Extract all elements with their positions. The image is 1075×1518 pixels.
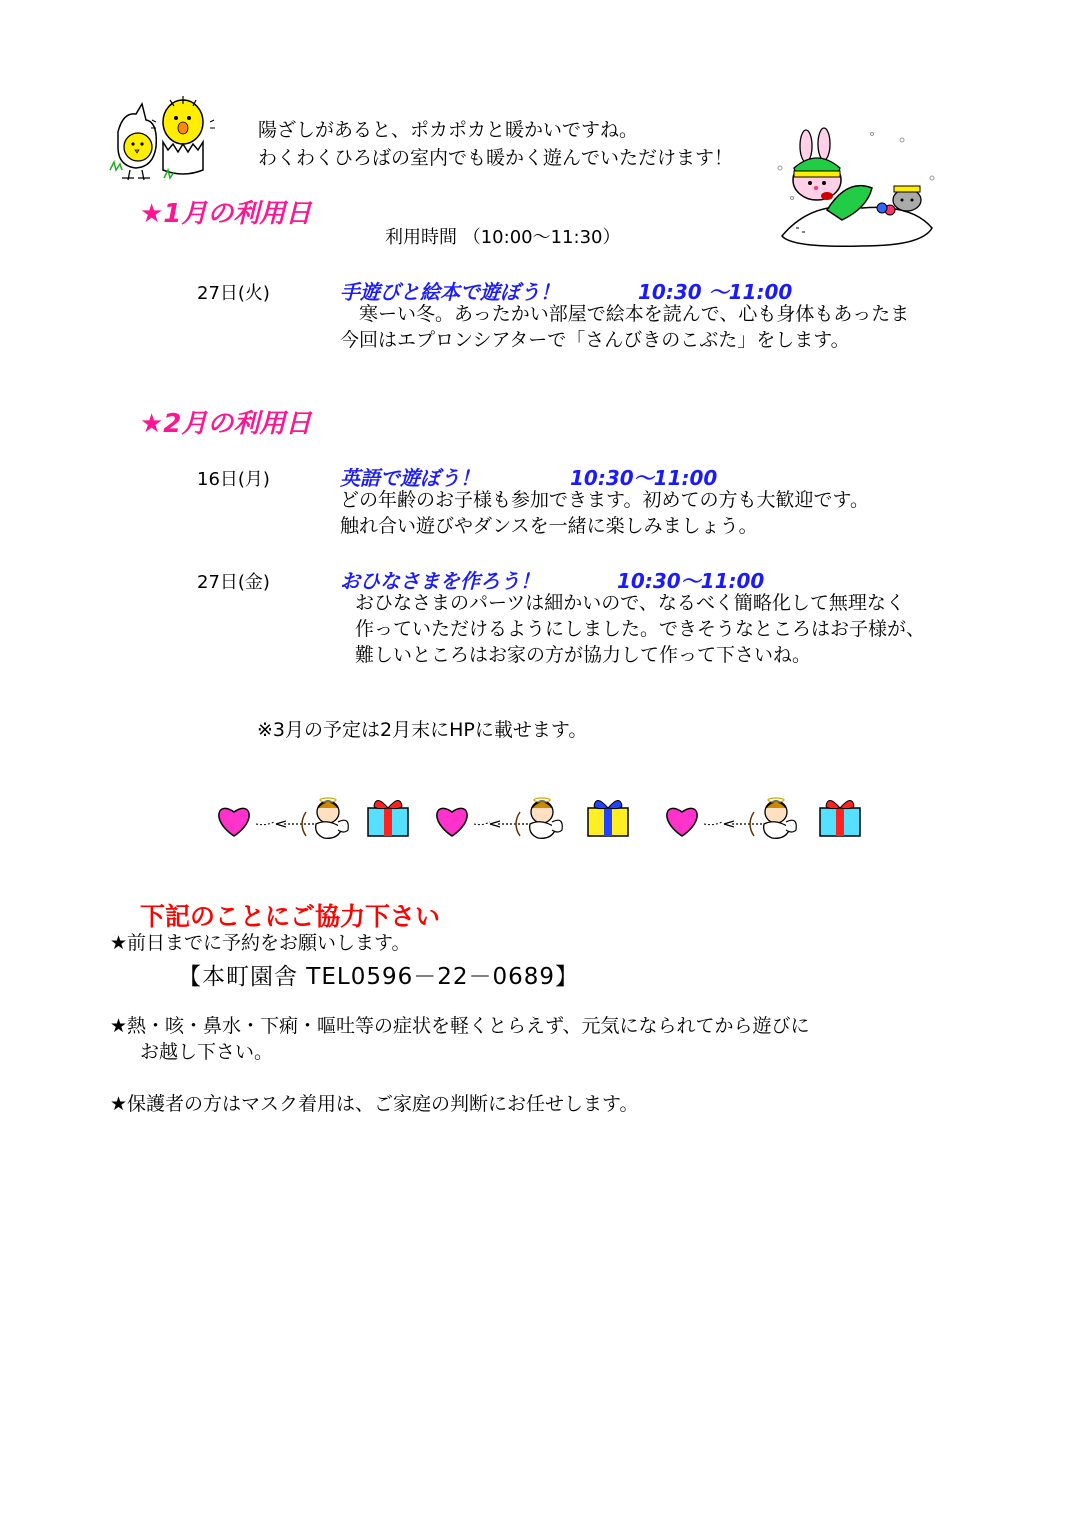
intro-line-2: わくわくひろばの室内でも暖かく遊んでいただけます！	[258, 147, 734, 169]
january-hours: 利用時間 （10:00～11:30）	[385, 227, 621, 248]
event-time: 10:30 ～11:00	[638, 280, 793, 304]
event-title: おひなさまを作ろう！	[340, 569, 540, 593]
cooperation-item: ★保護者の方はマスク着用は、ご家庭の判断にお任せします。	[110, 1093, 639, 1115]
event-desc: おひなさまのパーツは細かいので、なるべく簡略化して無理なく	[355, 592, 905, 614]
cooperation-item: ★熱・咳・鼻水・下痢・嘔吐等の症状を軽くとらえず、元気になられてから遊びに	[110, 1015, 810, 1037]
event-date: 16日(月)	[197, 469, 270, 490]
event-title: 手遊びと絵本で遊ぼう！	[340, 280, 560, 304]
event-date: 27日(火)	[197, 283, 270, 304]
cooperation-item: お越し下さい。	[140, 1041, 274, 1063]
event-time: 10:30～11:00	[617, 569, 765, 593]
contact-phone: 【本町園舎 TEL0596－22－0689】	[178, 964, 580, 990]
january-heading: ★1月の利用日	[140, 199, 312, 229]
intro-line-1: 陽ざしがあると、ポカポカと暖かいですね。	[258, 119, 639, 141]
event-desc: 作っていただけるようにしました。できそうなところはお子様が、	[355, 618, 926, 640]
event-desc: 触れ合い遊びやダンスを一緒に楽しみましょう。	[340, 515, 758, 537]
march-note: ※3月の予定は2月末にHPに載せます。	[257, 719, 588, 741]
event-title: 英語で遊ぼう！	[340, 466, 480, 490]
event-desc: 今回はエプロンシアターで「さんびきのこぶた」をします。	[340, 329, 850, 351]
event-time: 10:30～11:00	[570, 466, 718, 490]
event-desc: 難しいところはお家の方が協力して作って下さいね。	[355, 644, 812, 666]
event-date: 27日(金)	[197, 572, 270, 593]
gift-icon	[368, 800, 408, 836]
event-desc: 寒ーい冬。あったかい部屋で絵本を読んで、心も身体もあったま	[340, 303, 910, 325]
gift-icon	[588, 800, 628, 836]
february-heading: ★2月の利用日	[140, 409, 312, 439]
cooperation-item: ★前日までに予約をお願いします。	[110, 932, 411, 954]
bunny-snow-illustration	[772, 128, 942, 253]
chicks-illustration	[108, 92, 218, 184]
gift-icon	[820, 800, 860, 836]
cooperation-heading: 下記のことにご協力下さい	[140, 902, 441, 931]
decorative-row	[210, 792, 870, 852]
event-desc: どの年齢のお子様も参加できます。初めての方も大歓迎です。	[340, 489, 869, 511]
